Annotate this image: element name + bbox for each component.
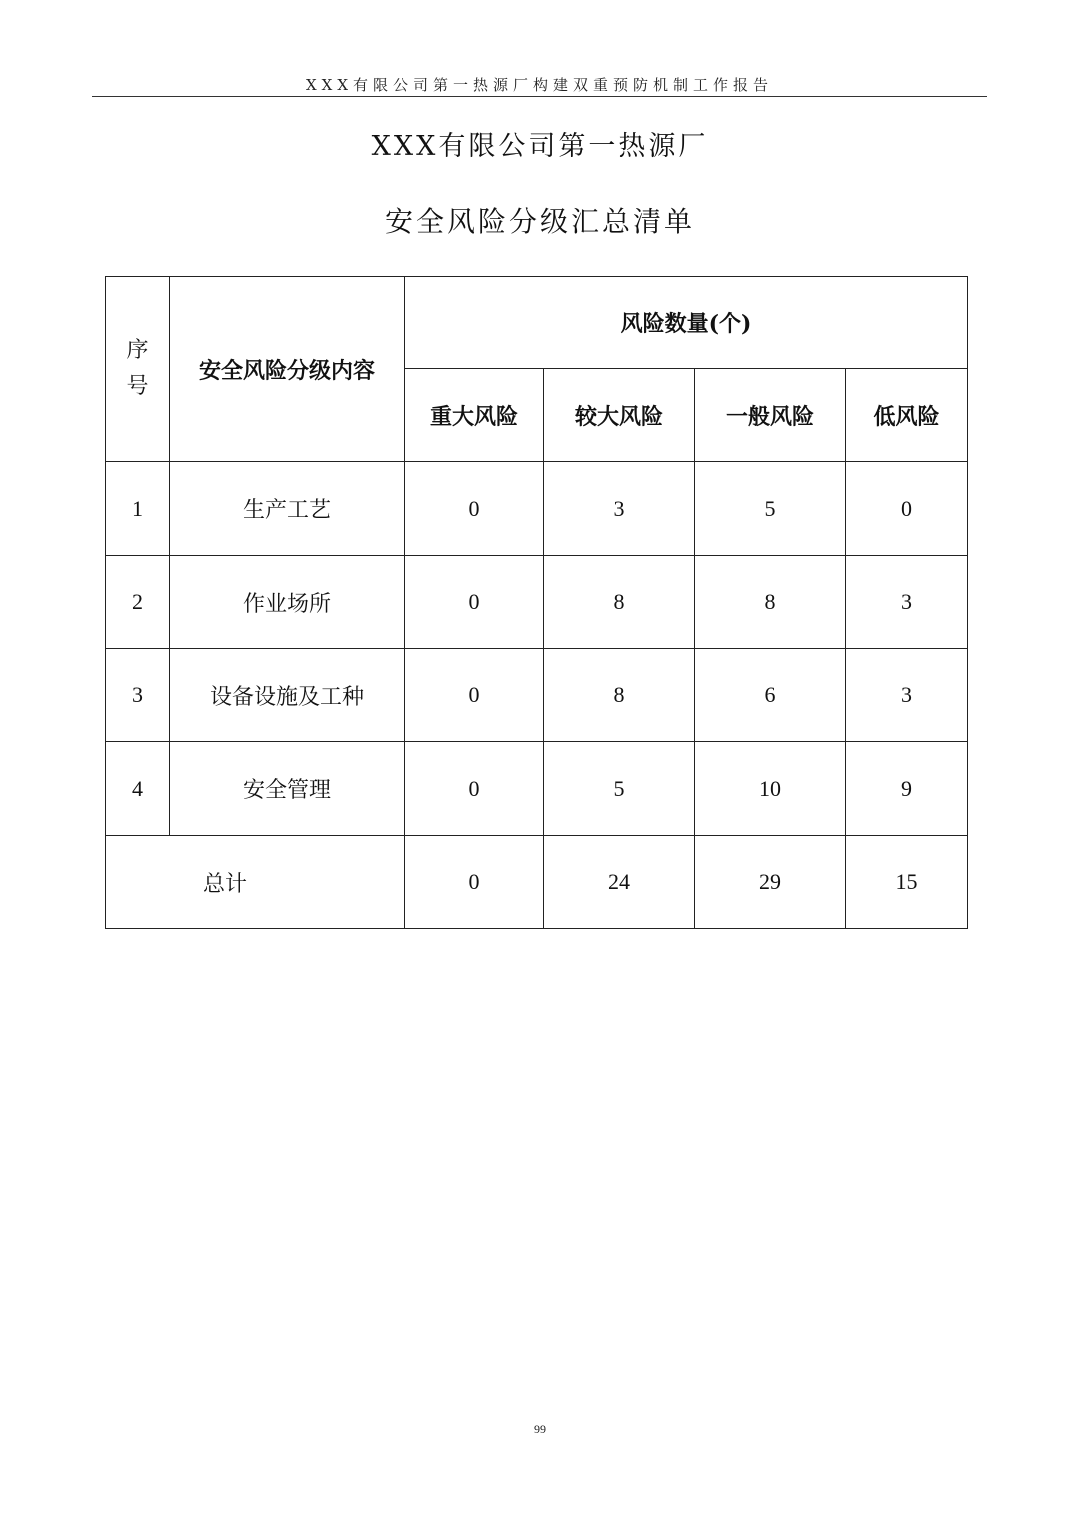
header-content: 安全风险分级内容 bbox=[170, 277, 405, 462]
row-major: 0 bbox=[405, 556, 544, 649]
risk-summary-table bbox=[105, 276, 968, 929]
row-low: 3 bbox=[846, 556, 968, 649]
row-larger: 8 bbox=[544, 556, 695, 649]
row-general: 8 bbox=[695, 556, 846, 649]
table-header-row bbox=[106, 277, 968, 369]
total-general: 29 bbox=[695, 836, 846, 929]
row-general: 5 bbox=[695, 462, 846, 556]
header-seq-bottom: 号 bbox=[126, 374, 149, 399]
row-low: 9 bbox=[846, 742, 968, 836]
row-seq: 1 bbox=[106, 462, 170, 556]
table-row bbox=[106, 556, 968, 649]
row-major: 0 bbox=[405, 742, 544, 836]
row-general: 6 bbox=[695, 649, 846, 742]
table-row bbox=[106, 462, 968, 556]
table-total-row bbox=[106, 836, 968, 929]
row-content: 设备设施及工种 bbox=[170, 649, 405, 742]
row-content: 安全管理 bbox=[170, 742, 405, 836]
table-row bbox=[106, 742, 968, 836]
header-larger-risk: 较大风险 bbox=[544, 369, 695, 462]
row-larger: 3 bbox=[544, 462, 695, 556]
header-major-risk: 重大风险 bbox=[405, 369, 544, 462]
page-number: 99 bbox=[534, 1422, 546, 1436]
row-larger: 5 bbox=[544, 742, 695, 836]
total-label: 总计 bbox=[106, 836, 405, 929]
header-low-risk: 低风险 bbox=[846, 369, 968, 462]
row-general: 10 bbox=[695, 742, 846, 836]
row-content: 作业场所 bbox=[170, 556, 405, 649]
row-larger: 8 bbox=[544, 649, 695, 742]
document-subtitle: 安全风险分级汇总清单 bbox=[384, 205, 695, 238]
document-title: XXX有限公司第一热源厂 bbox=[371, 131, 709, 162]
header-seq bbox=[106, 277, 170, 462]
row-low: 0 bbox=[846, 462, 968, 556]
table-row bbox=[106, 649, 968, 742]
row-seq: 4 bbox=[106, 742, 170, 836]
header-risk-count: 风险数量(个) bbox=[405, 277, 968, 369]
row-content: 生产工艺 bbox=[170, 462, 405, 556]
row-major: 0 bbox=[405, 649, 544, 742]
total-major: 0 bbox=[405, 836, 544, 929]
header-general-risk: 一般风险 bbox=[695, 369, 846, 462]
running-header: XXX有限公司第一热源厂构建双重预防机制工作报告 bbox=[92, 74, 987, 97]
row-major: 0 bbox=[405, 462, 544, 556]
row-seq: 2 bbox=[106, 556, 170, 649]
header-seq-top: 序 bbox=[126, 338, 149, 363]
row-low: 3 bbox=[846, 649, 968, 742]
total-low: 15 bbox=[846, 836, 968, 929]
total-larger: 24 bbox=[544, 836, 695, 929]
row-seq: 3 bbox=[106, 649, 170, 742]
